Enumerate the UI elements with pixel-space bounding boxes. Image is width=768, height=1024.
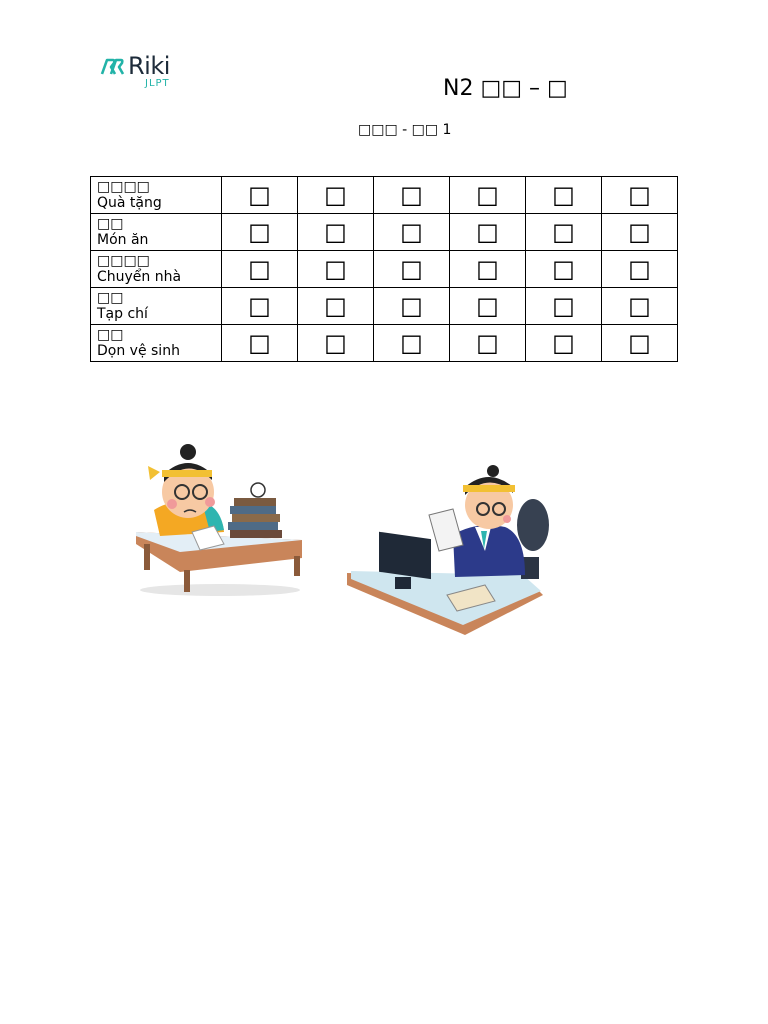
answer-box-cell: □	[602, 251, 678, 288]
row-label-japanese: □□□□	[97, 179, 150, 195]
office-worker-illustration	[345, 465, 555, 640]
riki-logo-mark-icon	[100, 58, 126, 76]
answer-box-cell: □	[374, 325, 450, 362]
row-label-vietnamese: Món ăn	[97, 232, 149, 248]
row-label-cell	[91, 288, 222, 325]
answer-box-cell: □	[526, 214, 602, 251]
answer-box-cell: □	[602, 325, 678, 362]
row-label-vietnamese: Dọn vệ sinh	[97, 343, 180, 359]
answer-box-cell: □	[450, 251, 526, 288]
answer-box-cell: □	[374, 214, 450, 251]
answer-box-cell: □	[222, 251, 298, 288]
answer-box-cell: □	[602, 288, 678, 325]
answer-box-cell: □	[298, 177, 374, 214]
row-label-japanese: □□	[97, 327, 124, 343]
table-row	[91, 325, 678, 362]
answer-box-cell: □	[298, 325, 374, 362]
row-label-vietnamese: Chuyển nhà	[97, 269, 182, 285]
page-subtitle: □□□ - □□ 1	[358, 122, 452, 138]
table-row	[91, 251, 678, 288]
answer-box-cell: □	[526, 288, 602, 325]
answer-box-cell: □	[374, 251, 450, 288]
table-row	[91, 214, 678, 251]
answer-box-cell: □	[222, 177, 298, 214]
answer-box-cell: □	[450, 214, 526, 251]
answer-box-cell: □	[450, 325, 526, 362]
answer-box-cell: □	[450, 288, 526, 325]
student-at-desk-illustration	[132, 440, 312, 600]
answer-box-cell: □	[602, 214, 678, 251]
answer-box-cell: □	[602, 177, 678, 214]
logo-subtext: JLPT	[145, 78, 170, 89]
row-label-japanese: □□	[97, 216, 124, 232]
answer-box-cell: □	[222, 214, 298, 251]
row-label-japanese: □□□□	[97, 253, 150, 269]
row-label-japanese: □□	[97, 290, 124, 306]
answer-box-cell: □	[222, 325, 298, 362]
answer-box-cell: □	[526, 177, 602, 214]
answer-box-cell: □	[450, 177, 526, 214]
table-row	[91, 288, 678, 325]
vocabulary-table	[90, 176, 678, 362]
answer-box-cell: □	[298, 288, 374, 325]
page-title: N2 □□ – □	[443, 76, 568, 101]
riki-logo	[100, 54, 190, 94]
answer-box-cell: □	[374, 177, 450, 214]
row-label-cell	[91, 214, 222, 251]
answer-box-cell: □	[298, 251, 374, 288]
row-label-vietnamese: Quà tặng	[97, 195, 162, 211]
row-label-cell	[91, 251, 222, 288]
answer-box-cell: □	[374, 288, 450, 325]
answer-box-cell: □	[222, 288, 298, 325]
answer-box-cell: □	[526, 251, 602, 288]
logo-wordmark: Riki	[128, 52, 170, 80]
table-row	[91, 177, 678, 214]
answer-box-cell: □	[526, 325, 602, 362]
row-label-cell	[91, 177, 222, 214]
answer-box-cell: □	[298, 214, 374, 251]
row-label-cell	[91, 325, 222, 362]
row-label-vietnamese: Tạp chí	[97, 306, 148, 322]
